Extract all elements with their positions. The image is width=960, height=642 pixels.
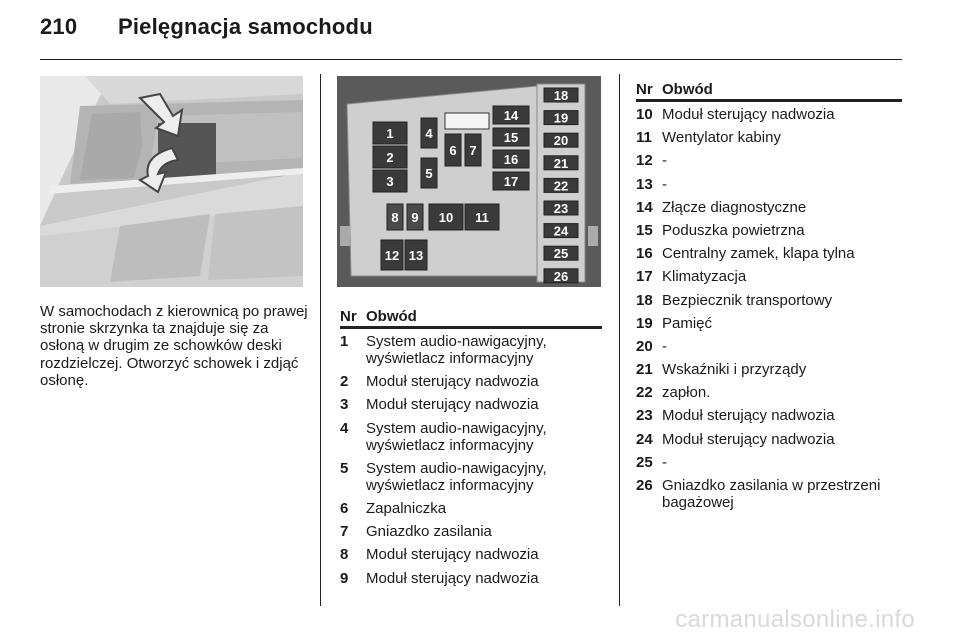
table-row (636, 431, 902, 448)
circuit-name: Gniazdko zasilania w przestrzeni bagażowej (662, 477, 881, 511)
fuse-box-clip (340, 226, 350, 246)
table-row (636, 384, 902, 401)
circuit-name: Moduł sterujący nadwozia (662, 106, 835, 123)
circuit-name: Moduł sterujący nadwozia (662, 430, 835, 448)
fuse-label: 23 (553, 201, 569, 216)
fuse-label: 9 (411, 210, 419, 225)
table-row (340, 570, 602, 587)
table-row (340, 523, 602, 540)
fuse-label: 6 (449, 143, 457, 158)
circuit-name: Pamięć (662, 314, 713, 332)
page-header (40, 14, 373, 40)
circuit-name: Wskaźniki i przyrządy (662, 361, 807, 379)
table-row (636, 199, 902, 216)
fuse-box-svg (337, 76, 601, 287)
header-rule (40, 59, 902, 60)
fuse-number: 13 (636, 175, 653, 193)
table-row (636, 315, 902, 332)
table-header (636, 81, 902, 102)
fuse-number: 16 (636, 245, 653, 263)
fuse-label: 26 (553, 268, 569, 284)
fuse-number: 10 (636, 106, 653, 123)
fuse-box-clip (588, 226, 598, 246)
table-row (636, 176, 902, 193)
fuse-label: 14 (503, 108, 519, 123)
circuit-name: - (662, 175, 667, 193)
glovebox-illustration (40, 76, 303, 287)
table-row (636, 361, 902, 378)
fuse-number: 15 (636, 221, 653, 239)
page-title: Pielęgnacja samochodu (118, 14, 373, 39)
fuse-number: 6 (340, 499, 349, 517)
header-nr: Nr (340, 308, 357, 325)
fuse-number: 3 (340, 396, 349, 414)
fuse-number: 5 (340, 459, 349, 477)
fuse-label: 7 (469, 143, 477, 158)
header-circuit: Obwód (366, 308, 417, 325)
fuse-label: 10 (438, 210, 454, 225)
fuse-label: 19 (553, 110, 569, 126)
fuse-number: 7 (340, 523, 349, 541)
fuse-number: 20 (636, 337, 653, 355)
fuse-number: 4 (340, 419, 349, 437)
fuse-label: 17 (503, 174, 519, 189)
circuit-name: Moduł sterujący nadwozia (366, 373, 539, 391)
fuse-number: 26 (636, 477, 653, 494)
fuse-label: 20 (553, 133, 569, 149)
circuit-name: Centralny zamek, klapa tylna (662, 245, 855, 263)
fuse-label: 2 (386, 150, 394, 165)
table-row (340, 460, 602, 494)
fuse-box-diagram (337, 76, 601, 287)
fuse-label: 1 (386, 126, 394, 141)
table-row (636, 106, 902, 123)
fuse-table-1 (340, 308, 602, 593)
fuse-label: 18 (553, 88, 569, 103)
circuit-name: Moduł sterujący nadwozia (366, 396, 539, 414)
table-row (340, 546, 602, 563)
fuse-label: 12 (384, 248, 400, 263)
fuse-number: 14 (636, 198, 653, 216)
table-row (636, 292, 902, 309)
table-row (636, 129, 902, 146)
header-circuit: Obwód (662, 81, 713, 98)
fuse-label: 24 (553, 223, 569, 239)
fuse-number: 9 (340, 569, 349, 587)
circuit-name: Moduł sterujący nadwozia (662, 407, 835, 425)
table-header (340, 308, 602, 329)
table-row (636, 268, 902, 285)
table-row (636, 152, 902, 169)
circuit-name: Złącze diagnostyczne (662, 198, 807, 216)
table-row (636, 407, 902, 424)
table-row (340, 373, 602, 390)
fuse-label: 22 (553, 178, 569, 194)
table-row (340, 500, 602, 517)
circuit-name: Wentylator kabiny (662, 129, 781, 147)
fuse-number: 19 (636, 314, 653, 332)
circuit-name: Klimatyzacja (662, 268, 747, 286)
fuse-number: 24 (636, 430, 653, 448)
table-row (340, 420, 602, 454)
fuse-number: 22 (636, 384, 653, 402)
circuit-name: Poduszka powietrzna (662, 221, 805, 239)
fuse-label: 15 (503, 130, 519, 145)
fuse-label: 3 (386, 174, 394, 189)
circuit-name: - (662, 152, 667, 170)
table-row (340, 396, 602, 413)
circuit-name: System audio-nawigacyjny, wyświetlacz informacyjny (366, 419, 547, 454)
fuse-number: 2 (340, 373, 349, 391)
fuse-number: 12 (636, 152, 653, 170)
fuse-number: 25 (636, 453, 653, 471)
page-number: 210 (40, 14, 78, 39)
circuit-name: Moduł sterujący nadwozia (366, 546, 539, 564)
fuse-label: 4 (425, 126, 433, 141)
circuit-name: System audio-nawigacyjny, wyświetlacz informacyjny (366, 333, 547, 367)
fuse-label: 25 (553, 246, 569, 262)
circuit-name: Moduł sterujący nadwozia (366, 569, 539, 587)
circuit-name: Zapalniczka (366, 499, 447, 517)
fuse-number: 23 (636, 407, 653, 425)
table-row (636, 245, 902, 262)
glovebox-photo (40, 76, 303, 287)
circuit-name: - (662, 453, 667, 471)
circuit-name: System audio-nawigacyjny, wyświetlacz informacyjny (366, 459, 547, 494)
fuse-label: 8 (391, 210, 399, 225)
table-row (636, 454, 902, 471)
fuse-label: 5 (425, 166, 433, 181)
fuse-label: 16 (503, 152, 519, 167)
column-divider-right (619, 74, 620, 606)
fuse-number: 8 (340, 546, 349, 564)
circuit-name: Bezpiecznik transportowy (662, 291, 833, 309)
fuse-label: 11 (475, 210, 489, 225)
instruction-paragraph: W samochodach z kierownicą po prawej stronie skrzynka ta znajduje się za osłoną w drugim ze schowków deski rozdzielczej. Otworzyć schowek i zdjąć osłonę. (40, 303, 308, 389)
watermark: carmanualsonline.info (675, 606, 915, 633)
column-divider-left (320, 74, 321, 606)
fuse-label: 13 (408, 248, 424, 263)
spare-slot (445, 113, 489, 129)
fuse-number: 11 (636, 129, 652, 147)
table-row (636, 222, 902, 239)
fuse-number: 21 (636, 361, 653, 379)
table-row (636, 338, 902, 355)
fuse-number: 17 (636, 268, 653, 286)
fuse-number: 1 (340, 333, 349, 350)
fuse-number: 18 (636, 291, 653, 309)
circuit-name: Gniazdko zasilania (366, 523, 492, 541)
circuit-name: - (662, 337, 667, 355)
fuse-label: 21 (553, 155, 569, 171)
table-row (636, 477, 902, 511)
table-row (340, 333, 602, 367)
header-nr: Nr (636, 81, 653, 98)
circuit-name: zapłon. (662, 384, 711, 402)
fuse-table-2 (636, 81, 902, 517)
